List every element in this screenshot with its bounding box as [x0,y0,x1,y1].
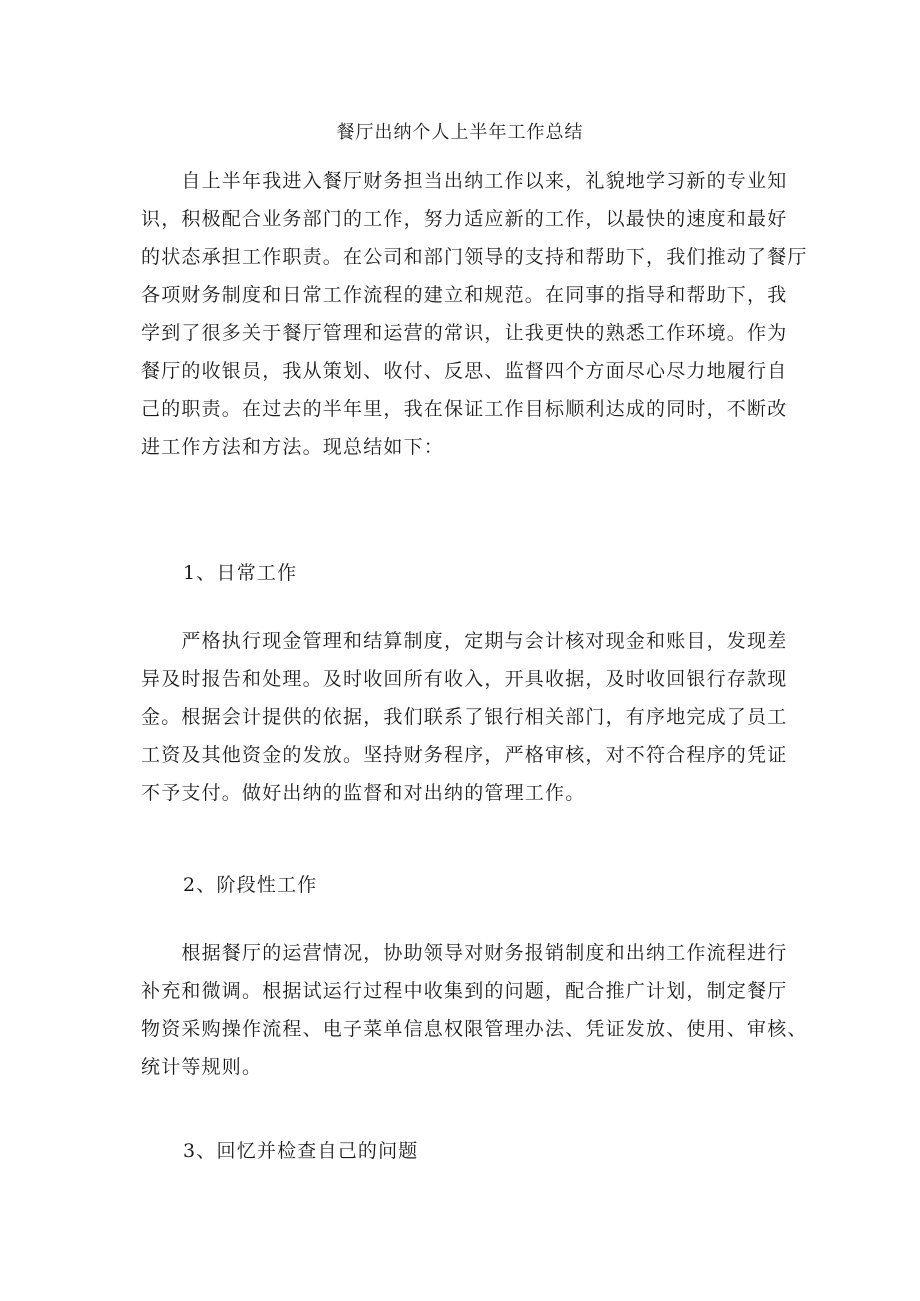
section-heading-phased-work: 2、阶段性工作 [183,874,318,896]
paragraph-line: 补充和微调。根据试运行过程中收集到的问题，配合推广计划，制定餐厅 [141,980,788,1002]
paragraph-line: 异及时报告和处理。及时收回所有收入，开具收据，及时收回银行存款现 [141,668,788,690]
section1-paragraph [141,622,801,812]
paragraph-line: 统计等规则。 [141,1056,263,1078]
section-heading-daily-work: 1、日常工作 [183,562,298,584]
paragraph-line: 物资采购操作流程、电子菜单信息权限管理办法、凭证发放、使用、审核、 [141,1018,808,1040]
document-title: 餐厅出纳个人上半年工作总结 [336,122,584,143]
paragraph-line: 识，积极配合业务部门的工作，努力适应新的工作，以最快的速度和最好 [141,208,788,230]
paragraph-line: 各项财务制度和日常工作流程的建立和规范。在同事的指导和帮助下，我 [141,284,788,306]
paragraph-line: 己的职责。在过去的半年里，我在保证工作目标顺利达成的同时，不断改 [141,398,788,420]
intro-paragraph [141,162,808,466]
section2-paragraph [141,934,808,1086]
section-heading-review-problems: 3、回忆并检查自己的问题 [183,1140,419,1162]
paragraph-line: 进工作方法和方法。现总结如下： [141,436,445,458]
paragraph-line: 学到了很多关于餐厅管理和运营的常识，让我更快的熟悉工作环境。作为 [141,322,788,344]
paragraph-line: 工资及其他资金的发放。坚持财务程序，严格审核，对不符合程序的凭证 [141,744,788,766]
paragraph-line: 不予支付。做好出纳的监督和对出纳的管理工作。 [141,782,586,804]
paragraph-line: 自上半年我进入餐厅财务担当出纳工作以来，礼貌地学习新的专业知 [141,170,788,192]
paragraph-line: 严格执行现金管理和结算制度，定期与会计核对现金和账目，发现差 [141,630,788,652]
paragraph-line: 根据餐厅的运营情况，协助领导对财务报销制度和出纳工作流程进行 [141,942,788,964]
paragraph-line: 的状态承担工作职责。在公司和部门领导的支持和帮助下，我们推动了餐厅 [141,246,808,268]
paragraph-line: 餐厅的收银员，我从策划、收付、反思、监督四个方面尽心尽力地履行自 [141,360,788,382]
paragraph-line: 金。根据会计提供的依据，我们联系了银行相关部门，有序地完成了员工 [141,706,788,728]
